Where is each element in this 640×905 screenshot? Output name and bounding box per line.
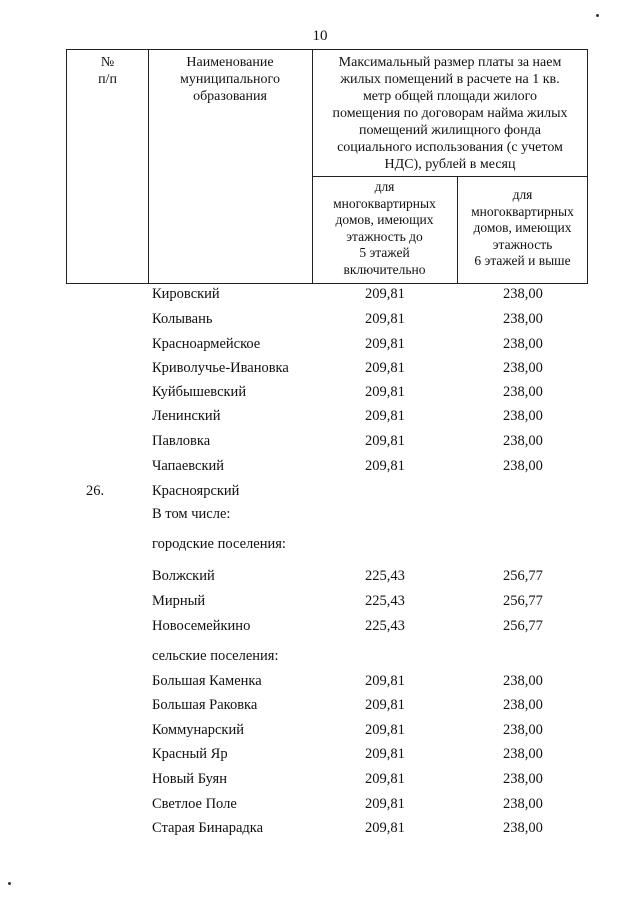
municipality-name: Большая Каменка — [152, 673, 262, 689]
table-row — [0, 768, 640, 790]
fee-up-to-5-floors: 209,81 — [365, 820, 405, 836]
fee-6-floors-and-above: 256,77 — [503, 568, 543, 584]
table-row — [0, 357, 640, 379]
fee-up-to-5-floors: 209,81 — [365, 673, 405, 689]
header-max-fee: Максимальный размер платы за наем жилых помещений в расчете на 1 кв. метр общей площади жилого помещения по договорам найма жилых помещений жилищного фонда социального использования (с учетом НДС), рублей в месяц — [332, 55, 568, 172]
table-row — [0, 793, 640, 815]
fee-6-floors-and-above: 238,00 — [503, 820, 543, 836]
table-row — [0, 645, 640, 667]
header-municipality: Наименование муниципального образования — [180, 55, 280, 104]
fee-up-to-5-floors: 225,43 — [365, 618, 405, 634]
table-row — [0, 308, 640, 330]
table-row — [0, 405, 640, 427]
table-row — [0, 283, 640, 305]
municipality-name: Волжский — [152, 568, 215, 584]
municipality-name: сельские поселения: — [152, 648, 279, 664]
municipality-name: Ленинский — [152, 408, 221, 424]
municipality-name: Мирный — [152, 593, 206, 609]
fee-6-floors-and-above: 238,00 — [503, 311, 543, 327]
row-number: 26. — [86, 483, 105, 499]
table-row — [0, 615, 640, 637]
fee-6-floors-and-above: 256,77 — [503, 618, 543, 634]
municipality-name: В том числе: — [152, 506, 231, 522]
fee-6-floors-and-above: 238,00 — [503, 697, 543, 713]
fee-6-floors-and-above: 238,00 — [503, 746, 543, 762]
fee-up-to-5-floors: 209,81 — [365, 286, 405, 302]
municipality-name: Коммунарский — [152, 722, 244, 738]
fee-6-floors-and-above: 238,00 — [503, 286, 543, 302]
table-row — [0, 381, 640, 403]
header-6-floors-and-above: для многоквартирных домов, имеющих этажность 6 этажей и выше — [471, 187, 574, 269]
fee-up-to-5-floors: 209,81 — [365, 697, 405, 713]
municipality-name: Чапаевский — [152, 458, 225, 474]
municipality-name: городские поселения: — [152, 536, 286, 552]
municipality-name: Старая Бинарадка — [152, 820, 264, 836]
table-row — [0, 333, 640, 355]
fee-6-floors-and-above: 238,00 — [503, 384, 543, 400]
table-header — [66, 49, 588, 284]
table-row — [0, 670, 640, 692]
fee-up-to-5-floors: 209,81 — [365, 458, 405, 474]
fee-6-floors-and-above: 238,00 — [503, 408, 543, 424]
fee-up-to-5-floors: 209,81 — [365, 408, 405, 424]
municipality-name: Колывань — [152, 311, 213, 327]
fee-6-floors-and-above: 238,00 — [503, 458, 543, 474]
fee-6-floors-and-above: 238,00 — [503, 771, 543, 787]
municipality-name: Кировский — [152, 286, 220, 302]
municipality-name: Павловка — [152, 433, 211, 449]
table-row — [0, 817, 640, 839]
scan-speck — [8, 882, 11, 885]
fee-up-to-5-floors: 209,81 — [365, 796, 405, 812]
fee-6-floors-and-above: 238,00 — [503, 336, 543, 352]
header-divider — [312, 176, 587, 177]
municipality-name: Красноярский — [152, 483, 240, 499]
municipality-name: Красный Яр — [152, 746, 228, 762]
municipality-name: Красноармейское — [152, 336, 261, 352]
fee-6-floors-and-above: 238,00 — [503, 796, 543, 812]
municipality-name: Куйбышевский — [152, 384, 247, 400]
municipality-name: Светлое Поле — [152, 796, 237, 812]
table-row — [0, 430, 640, 452]
fee-up-to-5-floors: 209,81 — [365, 311, 405, 327]
table-row — [0, 480, 640, 502]
fee-6-floors-and-above: 256,77 — [503, 593, 543, 609]
fee-up-to-5-floors: 209,81 — [365, 336, 405, 352]
table-row — [0, 503, 640, 525]
page-number: 10 — [312, 28, 328, 44]
fee-6-floors-and-above: 238,00 — [503, 722, 543, 738]
fee-up-to-5-floors: 209,81 — [365, 384, 405, 400]
fee-6-floors-and-above: 238,00 — [503, 360, 543, 376]
municipality-name: Новый Буян — [152, 771, 227, 787]
table-row — [0, 743, 640, 765]
municipality-name: Новосемейкино — [152, 618, 251, 634]
municipality-name: Большая Раковка — [152, 697, 258, 713]
fee-up-to-5-floors: 209,81 — [365, 722, 405, 738]
municipality-name: Криволучье-Ивановка — [152, 360, 289, 376]
fee-up-to-5-floors: 225,43 — [365, 568, 405, 584]
table-row — [0, 590, 640, 612]
fee-up-to-5-floors: 209,81 — [365, 771, 405, 787]
fee-up-to-5-floors: 209,81 — [365, 433, 405, 449]
header-number: № п/п — [98, 55, 117, 87]
fee-up-to-5-floors: 225,43 — [365, 593, 405, 609]
scan-speck — [596, 14, 599, 17]
fee-up-to-5-floors: 209,81 — [365, 746, 405, 762]
header-up-to-5-floors: для многоквартирных домов, имеющих этажность до 5 этажей включительно — [333, 179, 436, 277]
fee-up-to-5-floors: 209,81 — [365, 360, 405, 376]
fee-6-floors-and-above: 238,00 — [503, 433, 543, 449]
table-row — [0, 694, 640, 716]
fee-6-floors-and-above: 238,00 — [503, 673, 543, 689]
table-row — [0, 719, 640, 741]
table-row — [0, 533, 640, 555]
table-row — [0, 455, 640, 477]
table-row — [0, 565, 640, 587]
